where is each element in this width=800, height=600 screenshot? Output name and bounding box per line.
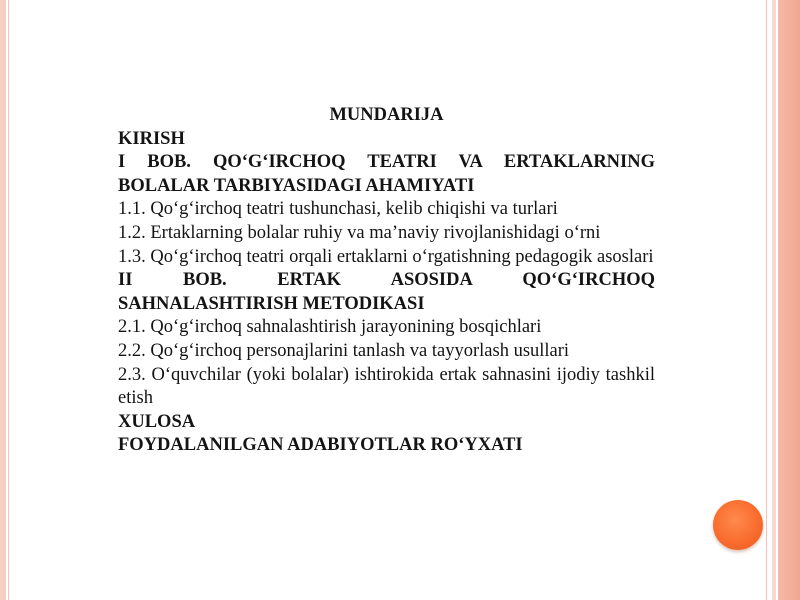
toc-entry-section-1-3: 1.3. Qo‘g‘irchoq teatri orqali ertaklarni o‘rgatishning pedagogik asoslari [118, 246, 654, 267]
table-of-contents [118, 104, 655, 458]
slide-left-border-line [8, 0, 9, 600]
toc-entry-intro: KIRISH [118, 128, 185, 149]
page-title: MUNDARIJA [329, 105, 444, 125]
decorative-orange-circle [713, 500, 763, 550]
slide-left-border [0, 0, 6, 600]
toc-entry-section-1-2: 1.2. Ertaklarning bolalar ruhiy va ma’naviy rivojlanishidagi o‘rni [118, 222, 601, 243]
toc-entry-section-1-1: 1.1. Qo‘g‘irchoq teatri tushunchasi, kelib chiqishi va turlari [118, 199, 558, 220]
toc-entry-references: FOYDALANILGAN ADABIYOTLAR RO‘YXATI [118, 435, 523, 456]
toc-entry-section-2-2: 2.2. Qo‘g‘irchoq personajlarini tanlash va tayyorlash usullari [118, 340, 570, 361]
toc-entry-conclusion: XULOSA [118, 411, 196, 432]
toc-entry-section-2-1: 2.1. Qo‘g‘irchoq sahnalashtirish jarayonining bosqichlari [118, 317, 542, 338]
toc-entry-section-2-3: 2.3. O‘quvchilar (yoki bolalar) ishtirokida ertak sahnasini ijodiy tashkil etish [118, 364, 655, 409]
toc-entry-chapter-2: II BOB. ERTAK ASOSIDA QO‘G‘IRCHOQ SAHNALASHTIRISH METODIKASI [118, 270, 655, 314]
slide-right-border [772, 0, 800, 600]
slide-right-border-line [766, 0, 767, 600]
toc-entry-chapter-1: I BOB. QO‘G‘IRCHOQ TEATRI VA ERTAKLARNING BOLALAR TARBIYASIDAGI AHAMIYATI [118, 152, 655, 196]
